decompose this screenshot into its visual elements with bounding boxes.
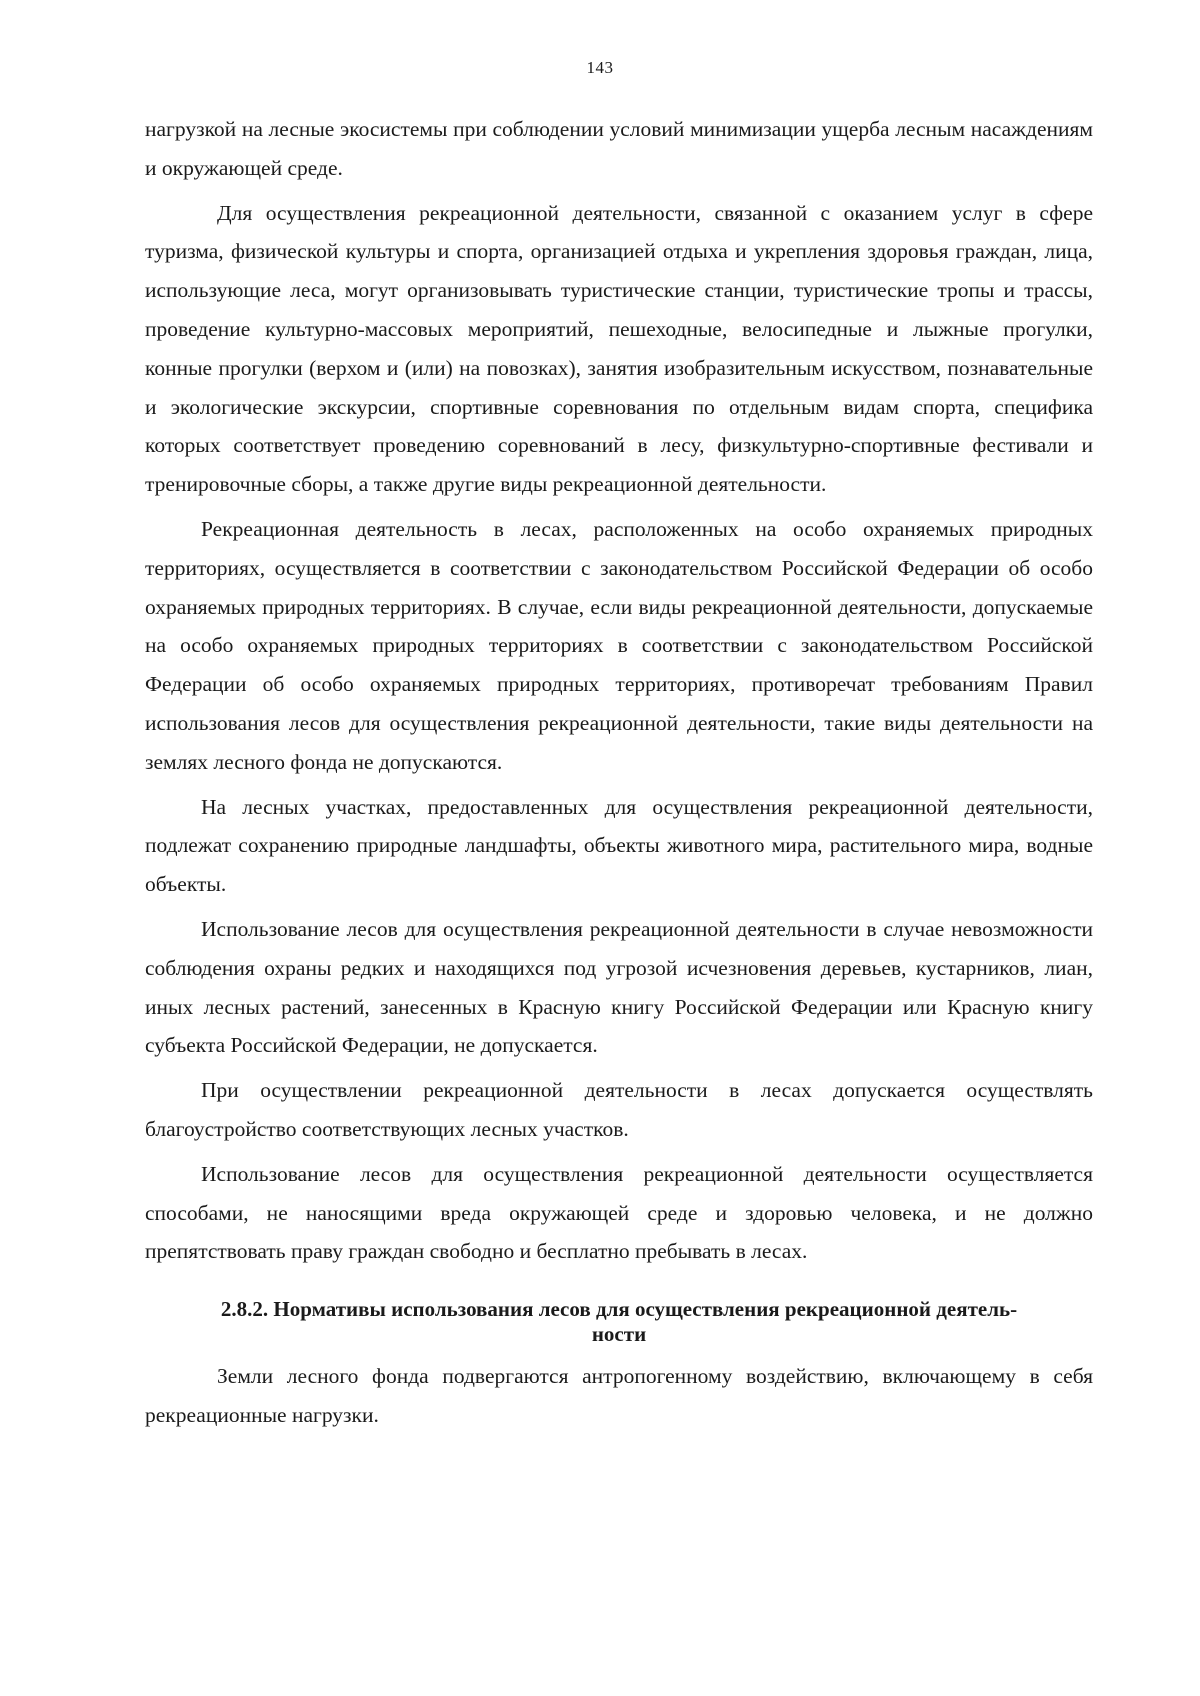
paragraph-recreation-activities: Для осуществления рекреационной деятельности, связанной с оказанием услуг в сфере туризма, физической культуры и спорта, организацией отдыха и укрепления здоровья граждан, лица, использующие леса, могут организовывать туристические станции, туристические тропы и трассы, проведение культурно-массовых мероприятий, пешеходные, велосипедные и лыжные прогулки, конные прогулки (верхом и (или) на повозках), занятия изобразительным искусством, познавательные и экологические экскурсии, спортивные соревнования по отдельным видам спорта, специфика которых соответствует проведению соревнований в лесу, физкультурно-спортивные фестивали и тренировочные сборы, а также другие виды рекреационной деятельности.: [145, 200, 1093, 497]
paragraph-improvement: При осуществлении рекреационной деятельности в лесах допускается осуществлять благоустройство соответствующих лесных участков.: [145, 1078, 1093, 1141]
paragraph-use-methods: Использование лесов для осуществления рекреационной деятельности осуществляется способами, не наносящими вреда окружающей среде и здоровью человека, и не должно препятствовать праву граждан свободно и бесплатно пребывать в лесах.: [145, 1161, 1093, 1264]
section-heading-line-1: 2.8.2. Нормативы использования лесов для осуществления рекреационной деятель-: [220, 1297, 1018, 1322]
page-body: [145, 110, 1093, 1441]
paragraph-protected-territories: Рекреационная деятельность в лесах, расположенных на особо охраняемых природных территориях, осуществляется в соответствии с законодательством Российской Федерации об особо охраняемых природных территориях. В случае, если виды рекреационной деятельности, допускаемые на особо охраняемых природных территориях в соответствии с законодательством Российской Федерации об особо охраняемых природных территориях, противоречат требованиям Правил использования лесов для осуществления рекреационной деятельности, такие виды деятельности на землях лесного фонда не допускаются.: [145, 516, 1093, 774]
paragraph-continuation: нагрузкой на лесные экосистемы при соблюдении условий минимизации ущерба лесным насаждениям и окружающей среде.: [145, 117, 1093, 180]
paragraph-anthropogenic-impact: Земли лесного фонда подвергаются антропогенному воздействию, включающему в себя рекреационные нагрузки.: [145, 1364, 1093, 1427]
section-heading-line-2: ности: [591, 1322, 647, 1347]
page-number: 143: [586, 58, 614, 77]
section-heading: [145, 1297, 1093, 1347]
paragraph-red-book-restriction: Использование лесов для осуществления рекреационной деятельности в случае невозможности соблюдения охраны редких и находящихся под угрозой исчезновения деревьев, кустарников, лиан, иных лесных растений, занесенных в Красную книгу Российской Федерации или Красную книгу субъекта Российской Федерации, не допускается.: [145, 916, 1093, 1058]
paragraph-landscape-preservation: На лесных участках, предоставленных для осуществления рекреационной деятельности, подлежат сохранению природные ландшафты, объекты животного мира, растительного мира, водные объекты.: [145, 794, 1093, 897]
